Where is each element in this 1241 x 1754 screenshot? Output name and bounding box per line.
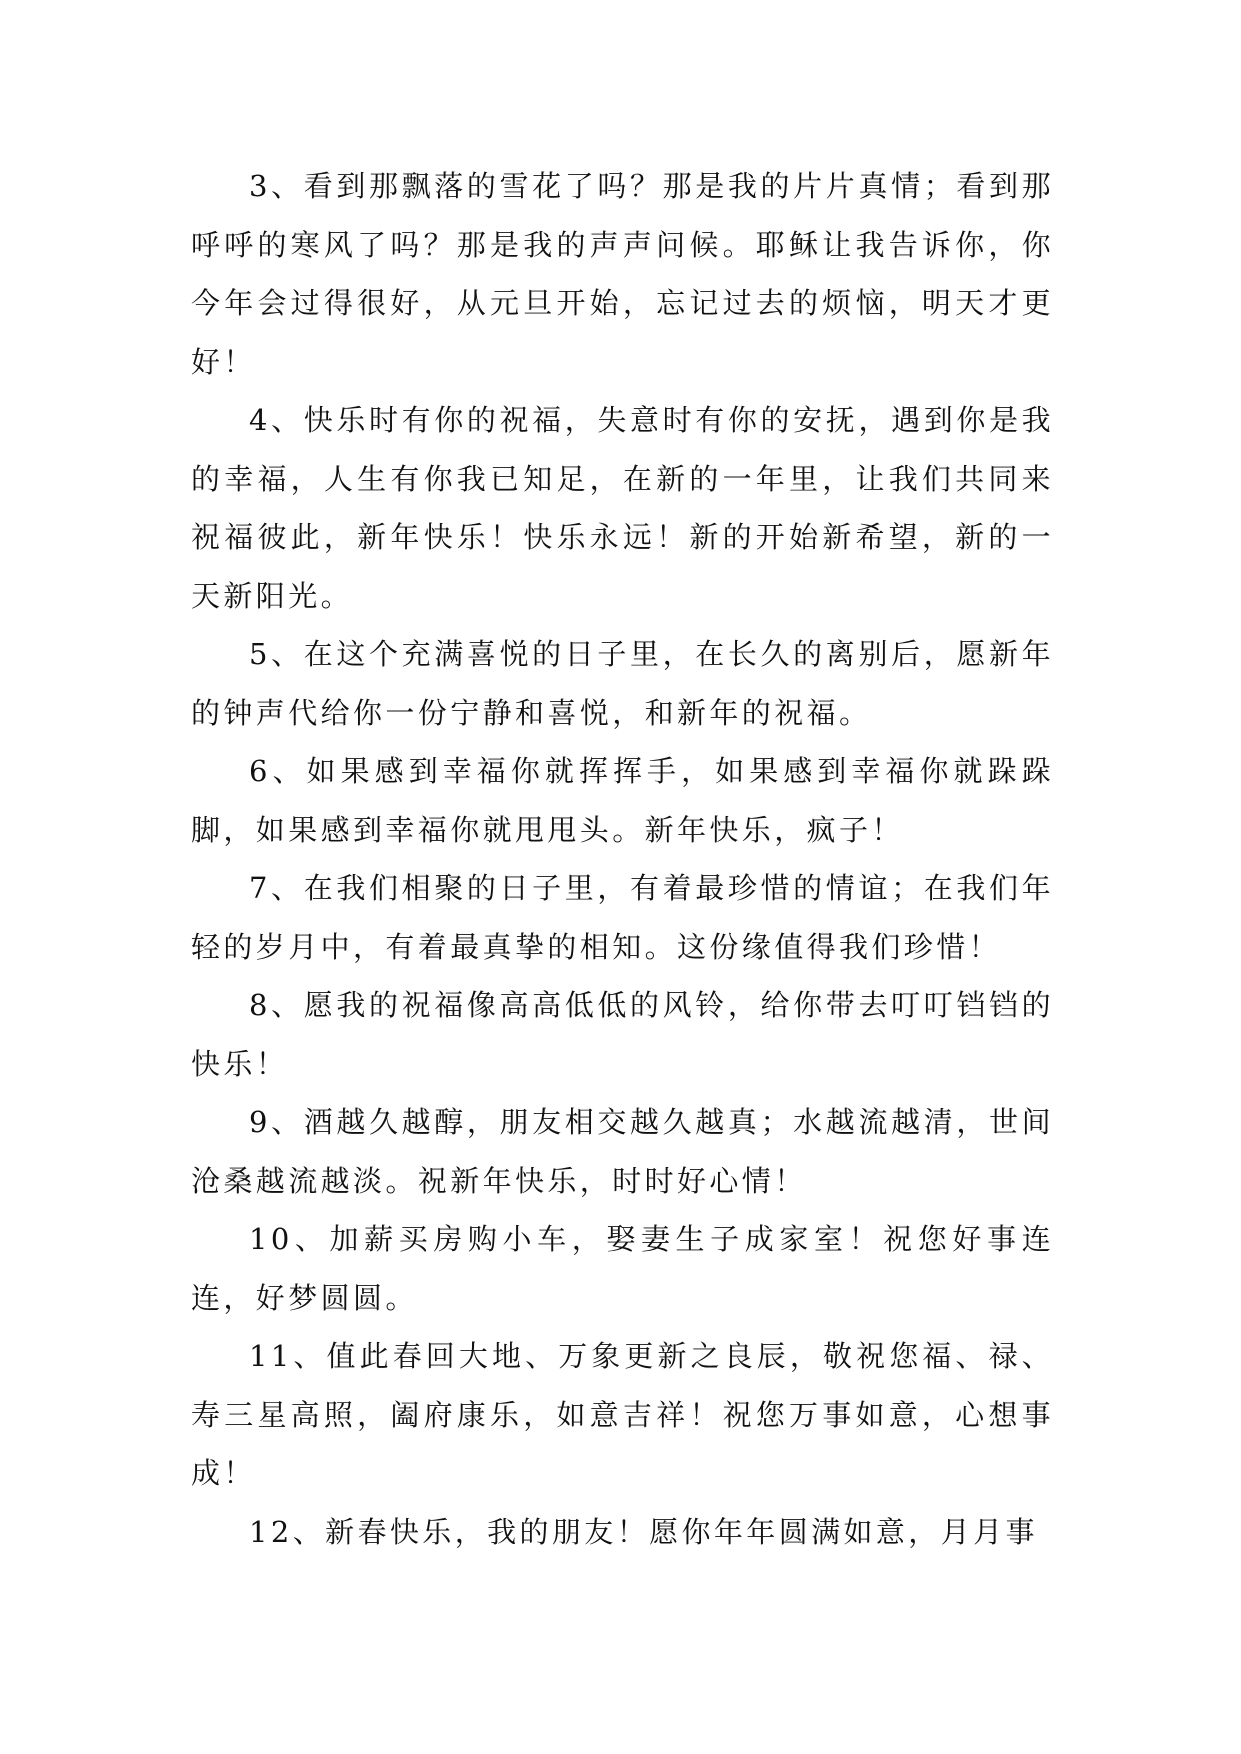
paragraph-7: 7、在我们相聚的日子里，有着最珍惜的情谊；在我们年轻的岁月中，有着最真挚的相知。这份缘值得我们珍惜！ [191,871,1054,964]
document-body [191,157,1054,1561]
paragraph-8: 8、愿我的祝福像高高低低的风铃，给你带去叮叮铛铛的快乐！ [191,988,1054,1081]
paragraph-10: 10、加薪买房购小车，娶妻生子成家室！祝您好事连连，好梦圆圆。 [191,1222,1054,1315]
paragraph-6: 6、如果感到幸福你就挥挥手，如果感到幸福你就跺跺脚，如果感到幸福你就甩甩头。新年快乐，疯子！ [191,754,1054,847]
paragraph-3: 3、看到那飘落的雪花了吗？那是我的片片真情；看到那呼呼的寒风了吗？那是我的声声问候。耶稣让我告诉你，你今年会过得很好，从元旦开始，忘记过去的烦恼，明天才更好！ [191,169,1054,379]
paragraph-12: 12、新春快乐，我的朋友！愿你年年圆满如意，月月事 [249,1514,1038,1549]
paragraph-4: 4、快乐时有你的祝福，失意时有你的安抚，遇到你是我的幸福，人生有你我已知足，在新的一年里，让我们共同来祝福彼此，新年快乐！快乐永远！新的开始新希望，新的一天新阳光。 [191,403,1054,613]
paragraph-9: 9、酒越久越醇，朋友相交越久越真；水越流越清，世间沧桑越流越淡。祝新年快乐，时时好心情！ [191,1105,1054,1198]
paragraph-5: 5、在这个充满喜悦的日子里，在长久的离别后，愿新年的钟声代给你一份宁静和喜悦，和新年的祝福。 [191,637,1054,730]
paragraph-11: 11、值此春回大地、万象更新之良辰，敬祝您福、禄、寿三星高照，阖府康乐，如意吉祥！祝您万事如意，心想事成！ [191,1339,1054,1490]
